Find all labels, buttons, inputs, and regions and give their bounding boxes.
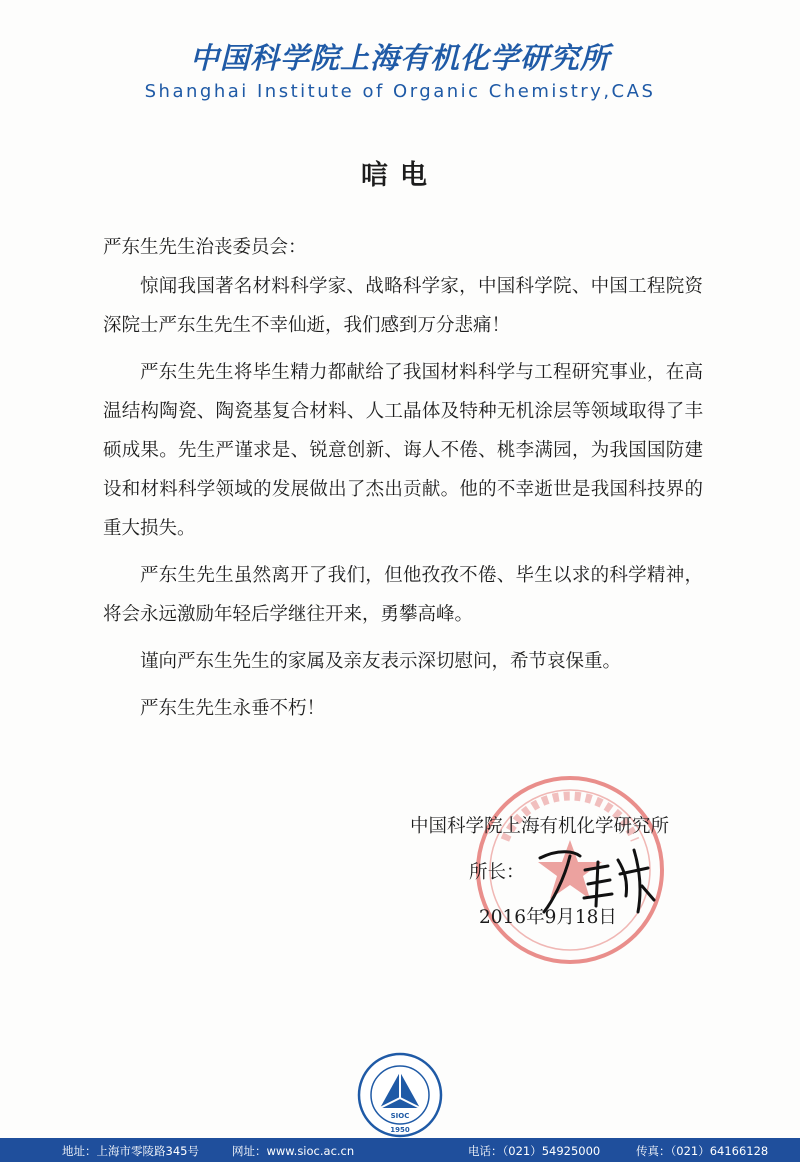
- footer-address: 地址：上海市零陵路345号: [62, 1144, 199, 1158]
- letterhead: [0, 36, 800, 102]
- footer-phone: 电话：（021）54925000: [468, 1144, 601, 1158]
- signoff-date: 2016年9月18日: [479, 907, 617, 928]
- paragraph-4: 谨向严东生先生的家属及亲友表示深切慰问，希节哀保重。: [140, 651, 622, 672]
- paragraph-5: 严东生先生永垂不朽！: [140, 698, 326, 719]
- paragraph-3: 严东生先生虽然离开了我们，但他孜孜不倦、毕生以求的科学精神，将会永远激励年轻后学继往开来，勇攀高峰。: [103, 565, 703, 625]
- institute-name-en: Shanghai Institute of Organic Chemistry,CAS: [144, 81, 656, 102]
- document-title: 唁电: [361, 160, 439, 191]
- paragraph-2: 严东生先生将毕生精力都献给了我国材料科学与工程研究事业，在高温结构陶瓷、陶瓷基复合材料、人工晶体及特种无机涂层等领域取得了丰硕成果。先生严谨求是、锐意创新、诲人不倦、桃李满园，为我国国防建设和材料科学领域的发展做出了杰出贡献。他的不幸逝世是我国科技界的重大损失。: [103, 362, 703, 539]
- letter-body: [103, 228, 703, 728]
- logo-abbr: SIOC: [390, 1112, 410, 1120]
- director-label: 所长：: [469, 862, 525, 883]
- footer-bar: [0, 1138, 800, 1162]
- institute-name-cn: 中国科学院上海有机化学研究所: [189, 41, 610, 75]
- sioc-logo-icon: [357, 1052, 443, 1138]
- paragraph-1: 惊闻我国著名材料科学家、战略科学家，中国科学院、中国工程院资深院士严东生先生不幸仙逝，我们感到万分悲痛！: [103, 276, 703, 336]
- footer-website: 网址：www.sioc.ac.cn: [232, 1144, 355, 1158]
- footer-fax: 传真：（021）64166128: [636, 1144, 769, 1158]
- signoff-organization: 中国科学院上海有机化学研究所: [410, 816, 670, 837]
- salutation: 严东生先生治丧委员会：: [103, 237, 307, 258]
- logo-year: 1950: [390, 1126, 410, 1134]
